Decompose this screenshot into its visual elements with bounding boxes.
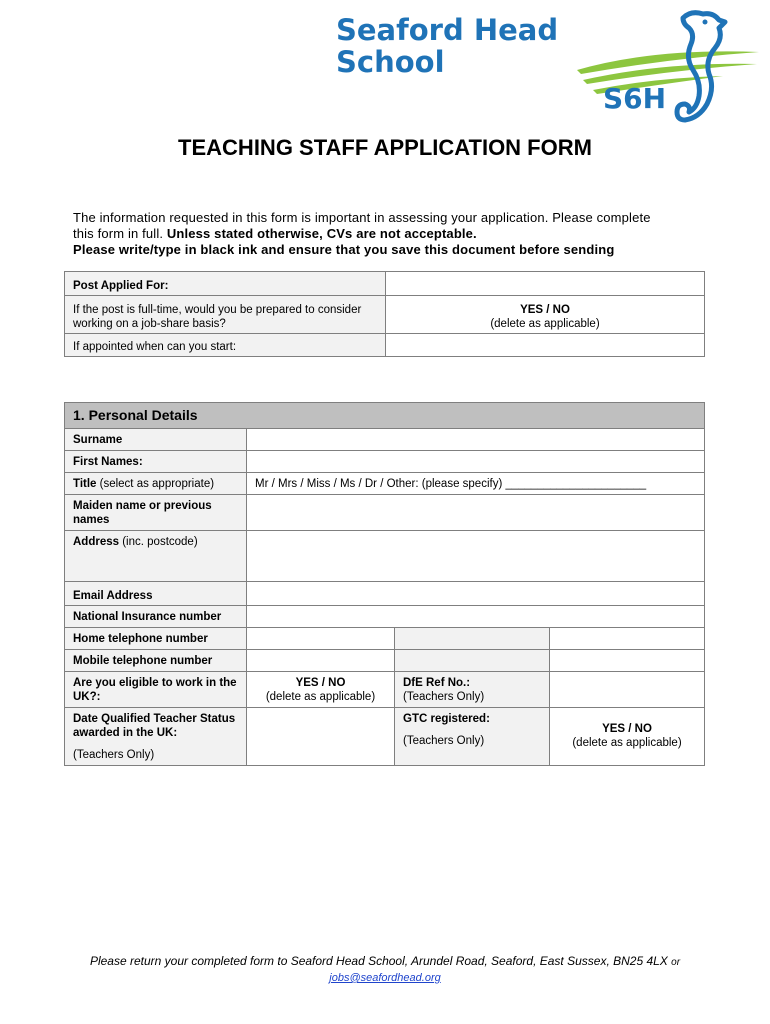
eligible-answer[interactable] xyxy=(247,672,395,708)
post-applied-field[interactable] xyxy=(386,272,705,296)
address-label-text: Address xyxy=(73,536,120,548)
gtc-answer[interactable] xyxy=(550,708,705,766)
mobile-telephone-field[interactable] xyxy=(247,650,395,672)
surname-label: Surname xyxy=(65,429,247,451)
footer-or: or xyxy=(671,957,681,968)
footer-address: Please return your completed form to Seaford Head School, Arundel Road, Seaford, East Sussex, BN25 4LX xyxy=(89,954,672,968)
school-name xyxy=(336,14,558,78)
eligible-label: Are you eligible to work in the UK?: xyxy=(65,672,247,708)
maiden-name-field[interactable] xyxy=(247,495,705,531)
dfe-ref-label-text: DfE Ref No.: xyxy=(403,677,471,689)
form-title: TEACHING STAFF APPLICATION FORM xyxy=(178,135,592,160)
first-names-field[interactable] xyxy=(247,451,705,473)
email-label: Email Address xyxy=(65,582,247,606)
personal-details-table xyxy=(64,402,705,766)
gtc-label-text: GTC registered: xyxy=(403,713,490,725)
home-telephone-extra-field[interactable] xyxy=(550,628,705,650)
address-hint: (inc. postcode) xyxy=(119,536,198,548)
footer xyxy=(0,954,770,986)
dfe-ref-note: (Teachers Only) xyxy=(403,691,485,703)
job-share-yes-no: YES / NO xyxy=(520,304,570,316)
post-applied-label: Post Applied For: xyxy=(65,272,386,296)
school-name-line2: School xyxy=(336,45,445,79)
intro-line: The information requested in this form is important in assessing your application. Please complete xyxy=(73,210,651,225)
intro-plain: this form in full. xyxy=(73,226,167,241)
intro-cv-warning: Unless stated otherwise, CVs are not acceptable. xyxy=(166,226,477,241)
dfe-ref-field[interactable] xyxy=(550,672,705,708)
footer-email-line xyxy=(0,970,770,986)
post-table xyxy=(64,271,705,357)
start-date-field[interactable] xyxy=(386,334,705,357)
qts-label-text: Date Qualified Teacher Status awarded in the UK: xyxy=(73,713,236,739)
mobile-telephone-extra-field[interactable] xyxy=(550,650,705,672)
eligible-note: (delete as applicable) xyxy=(265,691,376,703)
gtc-yes-no: YES / NO xyxy=(602,723,652,735)
eligible-yes-no: YES / NO xyxy=(295,677,346,689)
gtc-note-2: (delete as applicable) xyxy=(572,737,682,749)
intro-line xyxy=(73,226,713,242)
qts-label xyxy=(65,708,247,766)
title-hint: (select as appropriate) xyxy=(96,478,215,490)
qts-field[interactable] xyxy=(247,708,395,766)
ni-number-label: National Insurance number xyxy=(65,606,247,628)
ni-number-field[interactable] xyxy=(247,606,705,628)
gtc-label xyxy=(395,708,550,766)
gtc-note: (Teachers Only) xyxy=(403,735,485,747)
school-logo xyxy=(573,8,763,133)
mobile-telephone-extra-label xyxy=(395,650,550,672)
address-label xyxy=(65,531,247,582)
job-share-note: (delete as applicable) xyxy=(490,318,600,330)
intro-ink-notice: Please write/type in black ink and ensure that you save this document before sending xyxy=(73,242,615,257)
footer-email-link[interactable]: jobs@seafordhead.org xyxy=(329,972,441,984)
first-names-label: First Names: xyxy=(65,451,247,473)
home-telephone-extra-label xyxy=(395,628,550,650)
maiden-name-label: Maiden name or previous names xyxy=(65,495,247,531)
start-date-label: If appointed when can you start: xyxy=(65,334,386,357)
title-label-text: Title xyxy=(73,478,97,490)
job-share-question: If the post is full-time, would you be prepared to consider working on a job-share basis? xyxy=(65,296,386,334)
home-telephone-field[interactable] xyxy=(247,628,395,650)
mobile-telephone-label: Mobile telephone number xyxy=(65,650,247,672)
dfe-ref-label xyxy=(395,672,550,708)
surname-field[interactable] xyxy=(247,429,705,451)
title-options[interactable]: Mr / Mrs / Miss / Ms / Dr / Other: (please specify) ______________________ xyxy=(247,473,705,495)
home-telephone-label: Home telephone number xyxy=(65,628,247,650)
email-field[interactable] xyxy=(247,582,705,606)
job-share-answer[interactable] xyxy=(386,296,705,334)
title-label xyxy=(65,473,247,495)
logo-text: S6H xyxy=(603,82,667,115)
school-name-line1: Seaford Head xyxy=(336,13,559,47)
footer-line xyxy=(0,954,770,970)
intro-text xyxy=(73,210,713,258)
qts-note: (Teachers Only) xyxy=(73,749,155,761)
personal-details-heading: 1. Personal Details xyxy=(65,403,705,429)
address-field[interactable] xyxy=(247,531,705,582)
